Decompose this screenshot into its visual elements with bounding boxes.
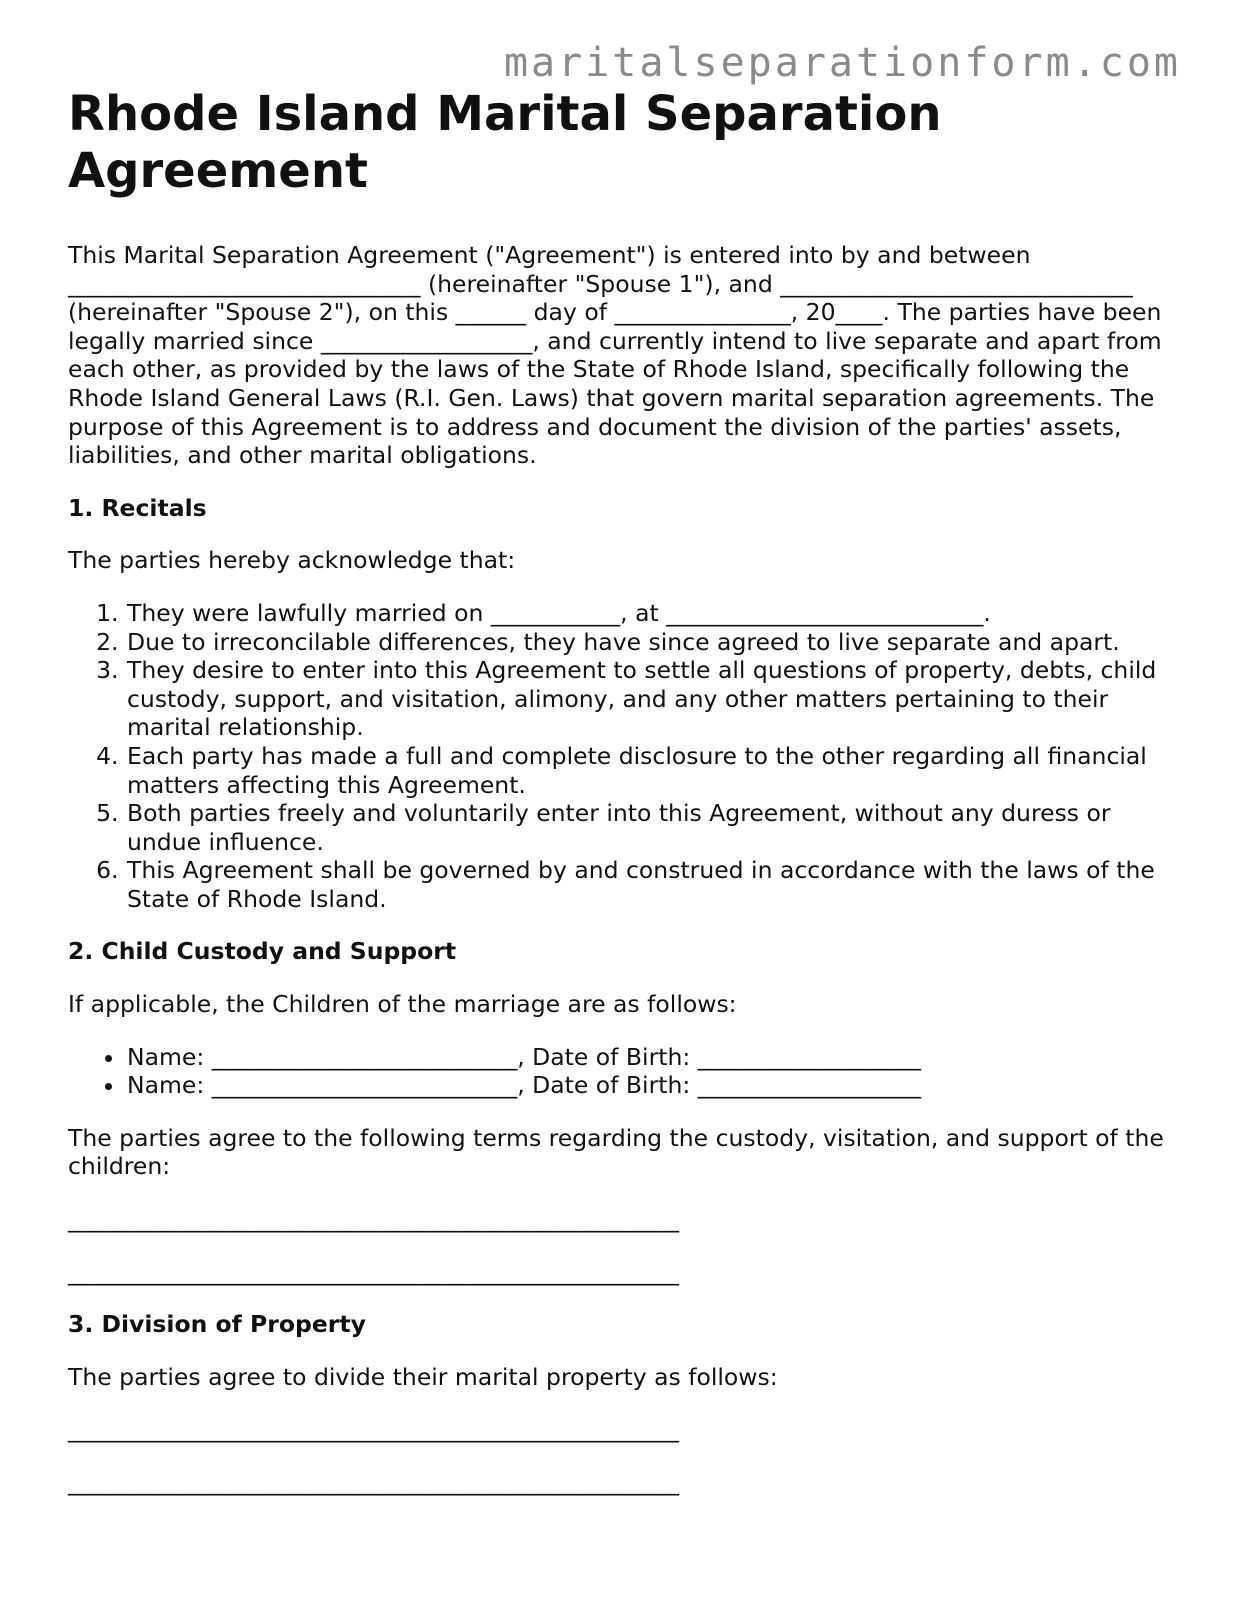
recital-item: 3. They desire to enter into this Agreement to settle all questions of property, debts, child custody, support, and visitation, alimony, and any other matters pertaining to their marital relationship. [126, 656, 1178, 742]
custody-blank-line: ____________________________________________________ [68, 1205, 679, 1234]
custody-lead: If applicable, the Children of the marriage are as follows: [68, 990, 737, 1019]
watermark: maritalseparationform.com [503, 40, 1181, 86]
intro-paragraph: This Marital Separation Agreement ("Agreement") is entered into by and between ______________________________ (hereinafter "Spouse 1"), and ______________________________ (hereinafter "Spouse 2"), on this ______ day of _______________, 20____. The parties have been legally married since __________________, and currently intend to live separate and apart from each other, as provided by the laws of the State of Rhode Island, specifically following the Rhode Island General Laws (R.I. Gen. Laws) that govern marital separation agreements. The purpose of this Agreement is to address and document the division of the parties' assets, liabilities, and other marital obligations. [68, 241, 1162, 470]
custody-heading: 2. Child Custody and Support [68, 937, 457, 966]
recitals-list [68, 599, 1178, 914]
recital-item: 4. Each party has made a full and complete disclosure to the other regarding all financial matters affecting this Agreement. [126, 742, 1178, 799]
document-body [68, 86, 1178, 1497]
recital-item: 1. They were lawfully married on ___________, at ___________________________. [126, 599, 1178, 628]
child-entry: • Name: __________________________, Date of Birth: ___________________ [126, 1071, 1178, 1100]
property-lead: The parties agree to divide their marital property as follows: [68, 1362, 778, 1391]
recital-item: 2. Due to irreconcilable differences, they have since agreed to live separate and apart. [126, 628, 1178, 657]
recital-item: 6. This Agreement shall be governed by and construed in accordance with the laws of the State of Rhode Island. [126, 856, 1178, 913]
recitals-lead: The parties hereby acknowledge that: [68, 546, 516, 575]
property-blank-line: ____________________________________________________ [68, 1415, 679, 1444]
recital-item: 5. Both parties freely and voluntarily enter into this Agreement, without any duress or undue influence. [126, 799, 1178, 856]
property-heading: 3. Division of Property [68, 1310, 366, 1339]
recitals-heading: 1. Recitals [68, 493, 207, 522]
document-title: Rhode Island Marital Separation Agreement [68, 86, 942, 199]
children-list [68, 1043, 1178, 1100]
property-blank-line: ____________________________________________________ [68, 1468, 679, 1496]
custody-blank-line: ____________________________________________________ [68, 1257, 679, 1286]
child-entry: • Name: __________________________, Date of Birth: ___________________ [126, 1043, 1178, 1072]
custody-terms: The parties agree to the following terms regarding the custody, visitation, and support of the children: [68, 1123, 1164, 1181]
